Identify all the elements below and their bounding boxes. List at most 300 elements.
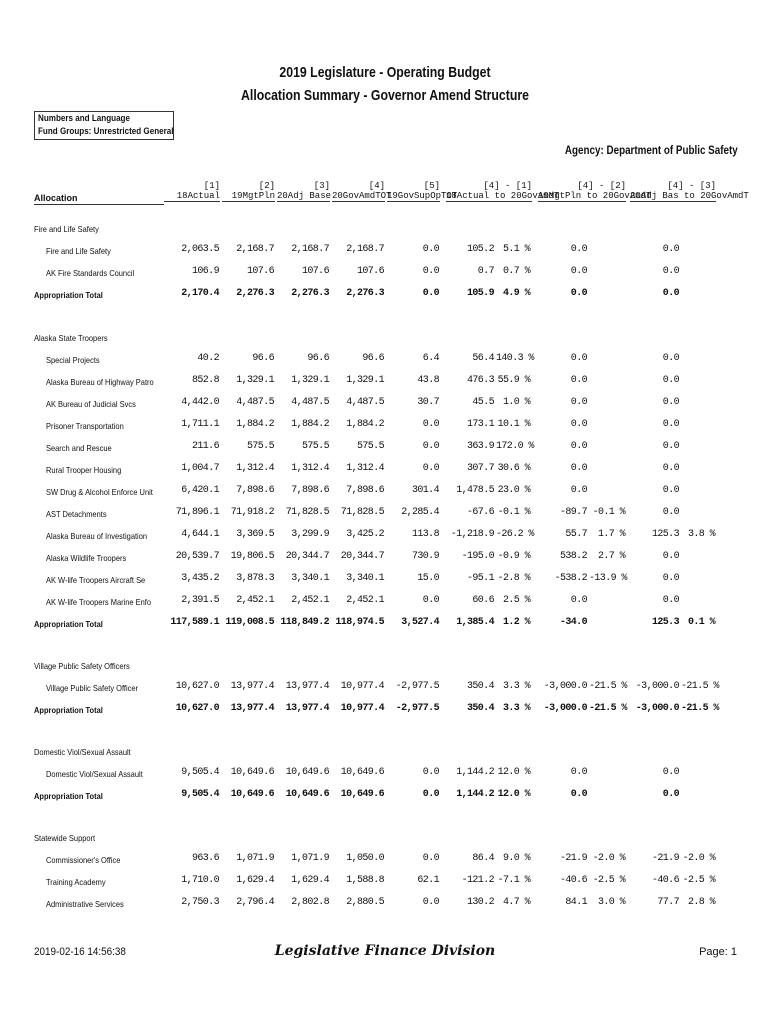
row-value-col4: 1,588.8 — [346, 875, 384, 886]
row-value-col10: 77.7 — [657, 897, 679, 908]
row-value-col6: 476.3 — [466, 375, 494, 386]
section-label: Fire and Life Safety — [34, 224, 99, 234]
row-value-col3: 1,629.4 — [291, 875, 329, 886]
row-value-col3: 2,452.1 — [291, 595, 329, 606]
row-value-col7: 55.9 % — [497, 375, 530, 386]
table-row — [0, 353, 770, 367]
diff3-name: 20Adj Bas to 20GovAmdT — [630, 191, 749, 201]
row-value-col8: 0.0 — [570, 288, 587, 299]
row-value-col5: 0.0 — [422, 463, 439, 474]
row-value-col4: 2,452.1 — [346, 595, 384, 606]
row-value-col8: 0.0 — [570, 767, 587, 778]
row-value-col7: 0.7 % — [502, 266, 530, 277]
row-value-col8: -21.9 — [559, 853, 587, 864]
row-value-col4: 10,649.6 — [340, 767, 384, 778]
row-value-col2: 3,878.3 — [236, 573, 274, 584]
row-value-col6: 105.2 — [466, 244, 494, 255]
row-label: Village Public Safety Officer — [46, 683, 139, 693]
row-value-col1: 4,644.1 — [181, 529, 219, 540]
row-value-col8: -3,000.0 — [543, 703, 587, 714]
row-label: Administrative Services — [46, 899, 124, 909]
row-value-col4: 10,977.4 — [340, 681, 384, 692]
row-value-col3: 2,802.8 — [291, 897, 329, 908]
row-value-col3: 1,312.4 — [291, 463, 329, 474]
row-value-col4: 1,884.2 — [346, 419, 384, 430]
table-row — [0, 507, 770, 521]
row-value-col10: 0.0 — [662, 288, 679, 299]
row-value-col1: 2,170.4 — [181, 288, 219, 299]
row-value-col5: 0.0 — [422, 266, 439, 277]
row-value-col6: 1,385.4 — [456, 617, 494, 628]
row-value-col11: 2.8 % — [687, 897, 715, 908]
row-value-col1: 963.6 — [191, 853, 219, 864]
row-value-col11: -21.5 % — [681, 703, 719, 714]
row-value-col4: 96.6 — [362, 353, 384, 364]
row-label: Training Academy — [46, 877, 106, 887]
row-label: Fire and Life Safety — [46, 246, 111, 256]
row-value-col2: 2,796.4 — [236, 897, 274, 908]
row-value-col10: 0.0 — [662, 789, 679, 800]
row-value-col2: 107.6 — [246, 266, 274, 277]
row-value-col4: 10,977.4 — [340, 703, 384, 714]
row-value-col10: 125.3 — [651, 617, 679, 628]
row-value-col3: 10,649.6 — [285, 789, 329, 800]
section-header-row — [0, 831, 770, 845]
table-row — [0, 441, 770, 455]
row-value-col2: 2,276.3 — [236, 288, 274, 299]
row-value-col11: -2.0 % — [682, 853, 715, 864]
row-value-col6: 0.7 — [477, 266, 494, 277]
row-value-col7: -2.8 % — [497, 573, 530, 584]
row-value-col7: 140.3 % — [496, 353, 534, 364]
row-value-col9: -13.9 % — [589, 573, 627, 584]
row-value-col4: 4,487.5 — [346, 397, 384, 408]
row-value-col3: 1,329.1 — [291, 375, 329, 386]
row-value-col10: -21.9 — [651, 853, 679, 864]
row-value-col8: 0.0 — [570, 375, 587, 386]
report-title-line1: 2019 Legislature - Operating Budget — [279, 64, 491, 81]
appropriation-total-row — [0, 789, 770, 803]
row-value-col9: 2.7 % — [597, 551, 625, 562]
col1-number: [1] — [203, 181, 220, 191]
row-value-col1: 2,063.5 — [181, 244, 219, 255]
row-value-col7: 9.0 % — [502, 853, 530, 864]
row-value-col7: -0.1 % — [497, 507, 530, 518]
diff2-name: 19MgtPln to 20GovAmdT — [538, 191, 652, 201]
table-row — [0, 463, 770, 477]
row-label: Special Projects — [46, 355, 100, 365]
row-value-col1: 10,627.0 — [175, 703, 219, 714]
row-value-col5: 730.9 — [411, 551, 439, 562]
table-row — [0, 595, 770, 609]
col3-number: [3] — [313, 181, 330, 191]
row-value-col10: 0.0 — [662, 485, 679, 496]
row-value-col5: 0.0 — [422, 244, 439, 255]
row-value-col3: 13,977.4 — [285, 681, 329, 692]
row-value-col9: -0.1 % — [592, 507, 625, 518]
section-header-row — [0, 222, 770, 236]
row-value-col2: 1,329.1 — [236, 375, 274, 386]
row-value-col11: 0.1 % — [687, 617, 715, 628]
row-value-col4: 1,329.1 — [346, 375, 384, 386]
row-value-col10: 125.3 — [651, 529, 679, 540]
row-label: Appropriation Total — [34, 619, 103, 629]
row-value-col7: 12.0 % — [497, 767, 530, 778]
row-label: Prisoner Transportation — [46, 421, 124, 431]
col2-name: 19MgtPln — [222, 191, 275, 202]
row-value-col1: 106.9 — [191, 266, 219, 277]
row-value-col2: 2,452.1 — [236, 595, 274, 606]
row-value-col10: -3,000.0 — [635, 703, 679, 714]
row-value-col7: -7.1 % — [497, 875, 530, 886]
fund-box-line2: Fund Groups: Unrestricted General — [38, 126, 174, 137]
row-value-col10: 0.0 — [662, 507, 679, 518]
row-value-col8: 0.0 — [570, 463, 587, 474]
row-value-col7: -26.2 % — [496, 529, 534, 540]
row-value-col7: 4.9 % — [502, 288, 530, 299]
col2-number: [2] — [258, 181, 275, 191]
row-value-col1: 71,896.1 — [175, 507, 219, 518]
row-label: AK Bureau of Judicial Svcs — [46, 399, 136, 409]
row-value-col3: 71,828.5 — [285, 507, 329, 518]
row-value-col5: 0.0 — [422, 897, 439, 908]
diff3-header — [630, 181, 749, 202]
row-value-col7: -0.9 % — [497, 551, 530, 562]
row-value-col6: 1,478.5 — [456, 485, 494, 496]
row-value-col5: 2,285.4 — [401, 507, 439, 518]
row-value-col2: 3,369.5 — [236, 529, 274, 540]
fund-box-line1: Numbers and Language — [38, 113, 130, 124]
row-value-col4: 118,974.5 — [335, 617, 384, 628]
col3-name: 20Adj Base — [277, 191, 332, 201]
row-label: AK W-life Troopers Marine Enfo — [46, 597, 152, 607]
row-label: SW Drug & Alcohol Enforce Unit — [46, 487, 153, 497]
table-row — [0, 485, 770, 499]
row-value-col3: 10,649.6 — [285, 767, 329, 778]
row-value-col6: 363.9 — [466, 441, 494, 452]
row-value-col10: 0.0 — [662, 353, 679, 364]
row-value-col7: 5.1 % — [502, 244, 530, 255]
row-value-col5: -2,977.5 — [395, 681, 439, 692]
row-value-col3: 118,849.2 — [280, 617, 329, 628]
row-value-col8: 0.0 — [570, 353, 587, 364]
table-row — [0, 244, 770, 258]
table-row — [0, 529, 770, 543]
table-row — [0, 551, 770, 565]
row-value-col2: 71,918.2 — [230, 507, 274, 518]
row-value-col2: 119,008.5 — [225, 617, 274, 628]
row-value-col7: 30.6 % — [497, 463, 530, 474]
col3-header — [277, 181, 330, 202]
appropriation-total-row — [0, 288, 770, 302]
table-row — [0, 375, 770, 389]
section-header-row — [0, 659, 770, 673]
row-value-col5: 15.0 — [417, 573, 439, 584]
row-value-col6: 350.4 — [466, 681, 494, 692]
footer-timestamp: 2019-02-16 14:56:38 — [34, 946, 126, 958]
row-value-col7: 23.0 % — [497, 485, 530, 496]
row-value-col4: 2,276.3 — [346, 288, 384, 299]
row-value-col2: 10,649.6 — [230, 767, 274, 778]
row-value-col4: 3,425.2 — [346, 529, 384, 540]
row-value-col5: 0.0 — [422, 853, 439, 864]
row-value-col2: 1,071.9 — [236, 853, 274, 864]
footer-division: Legislative Finance Division — [274, 943, 496, 959]
row-value-col5: 0.0 — [422, 789, 439, 800]
row-value-col10: 0.0 — [662, 419, 679, 430]
row-value-col11: 3.8 % — [687, 529, 715, 540]
row-value-col8: 0.0 — [570, 397, 587, 408]
row-value-col10: 0.0 — [662, 595, 679, 606]
row-value-col10: 0.0 — [662, 463, 679, 474]
row-value-col3: 3,340.1 — [291, 573, 329, 584]
row-value-col6: -195.0 — [461, 551, 494, 562]
row-value-col5: 62.1 — [417, 875, 439, 886]
row-value-col7: 4.7 % — [502, 897, 530, 908]
row-value-col10: 0.0 — [662, 397, 679, 408]
section-label: Village Public Safety Officers — [34, 661, 130, 671]
table-row — [0, 875, 770, 889]
row-value-col8: 0.0 — [570, 441, 587, 452]
row-value-col9: -2.5 % — [592, 875, 625, 886]
row-value-col4: 575.5 — [356, 441, 384, 452]
table-row — [0, 419, 770, 433]
row-value-col1: 4,442.0 — [181, 397, 219, 408]
row-value-col1: 9,505.4 — [181, 789, 219, 800]
row-value-col7: 172.0 % — [496, 441, 534, 452]
row-label: AK Fire Standards Council — [46, 268, 135, 278]
row-value-col6: 45.5 — [472, 397, 494, 408]
row-value-col9: 3.0 % — [597, 897, 625, 908]
row-value-col2: 19,806.5 — [230, 551, 274, 562]
diff2-number: [4] - [2] — [577, 181, 626, 191]
row-label: Appropriation Total — [34, 791, 103, 801]
row-value-col7: 1.0 % — [502, 397, 530, 408]
table-row — [0, 853, 770, 867]
row-value-col4: 107.6 — [356, 266, 384, 277]
row-value-col4: 3,340.1 — [346, 573, 384, 584]
row-value-col9: 1.7 % — [597, 529, 625, 540]
row-value-col8: 0.0 — [570, 266, 587, 277]
col4-header — [332, 181, 392, 202]
row-value-col8: -538.2 — [554, 573, 587, 584]
col1-name: 18Actual — [164, 191, 220, 202]
row-value-col5: 0.0 — [422, 441, 439, 452]
section-label: Alaska State Troopers — [34, 333, 108, 343]
row-label: Search and Rescue — [46, 443, 112, 453]
row-value-col6: 1,144.2 — [456, 789, 494, 800]
row-value-col10: 0.0 — [662, 375, 679, 386]
row-label: AST Detachments — [46, 509, 107, 519]
row-value-col9: -21.5 % — [589, 703, 627, 714]
row-value-col1: 3,435.2 — [181, 573, 219, 584]
row-value-col6: -95.1 — [466, 573, 494, 584]
row-value-col5: 30.7 — [417, 397, 439, 408]
row-value-col10: 0.0 — [662, 573, 679, 584]
row-value-col10: 0.0 — [662, 244, 679, 255]
col2-header — [222, 181, 275, 202]
row-value-col2: 1,629.4 — [236, 875, 274, 886]
row-value-col10: 0.0 — [662, 551, 679, 562]
row-value-col3: 1,071.9 — [291, 853, 329, 864]
row-value-col3: 575.5 — [301, 441, 329, 452]
row-value-col10: 0.0 — [662, 441, 679, 452]
diff1-header — [446, 181, 560, 202]
row-value-col5: 43.8 — [417, 375, 439, 386]
row-value-col5: 3,527.4 — [401, 617, 439, 628]
row-value-col10: 0.0 — [662, 266, 679, 277]
col5-header — [387, 181, 458, 202]
row-value-col4: 2,880.5 — [346, 897, 384, 908]
row-value-col1: 852.8 — [191, 375, 219, 386]
row-value-col6: 86.4 — [472, 853, 494, 864]
diff3-number: [4] - [3] — [667, 181, 716, 191]
row-value-col3: 13,977.4 — [285, 703, 329, 714]
table-row — [0, 681, 770, 695]
section-header-row — [0, 331, 770, 345]
row-value-col7: 3.3 % — [502, 681, 530, 692]
row-value-col1: 40.2 — [197, 353, 219, 364]
row-value-col4: 10,649.6 — [340, 789, 384, 800]
row-value-col3: 96.6 — [307, 353, 329, 364]
fund-group-box — [34, 111, 174, 140]
row-value-col3: 7,898.6 — [291, 485, 329, 496]
row-value-col8: -40.6 — [559, 875, 587, 886]
table-row — [0, 573, 770, 587]
row-value-col8: 0.0 — [570, 244, 587, 255]
row-value-col1: 2,750.3 — [181, 897, 219, 908]
row-value-col3: 3,299.9 — [291, 529, 329, 540]
row-value-col6: -67.6 — [466, 507, 494, 518]
row-value-col6: 307.7 — [466, 463, 494, 474]
row-value-col3: 4,487.5 — [291, 397, 329, 408]
diff1-name: 18Actual to 20GovAmdT — [446, 191, 560, 201]
table-row — [0, 897, 770, 911]
row-value-col3: 1,884.2 — [291, 419, 329, 430]
row-value-col10: -40.6 — [651, 875, 679, 886]
allocation-column-header: Allocation — [34, 193, 164, 205]
row-value-col4: 71,828.5 — [340, 507, 384, 518]
row-value-col8: -89.7 — [559, 507, 587, 518]
row-value-col1: 20,539.7 — [175, 551, 219, 562]
row-label: Alaska Bureau of Investigation — [46, 531, 148, 541]
row-value-col8: -34.0 — [559, 617, 587, 628]
row-value-col2: 1,312.4 — [236, 463, 274, 474]
section-label: Statewide Support — [34, 833, 96, 843]
row-label: Alaska Wildlife Troopers — [46, 553, 127, 563]
row-value-col4: 2,168.7 — [346, 244, 384, 255]
row-value-col2: 1,884.2 — [236, 419, 274, 430]
row-value-col5: 0.0 — [422, 595, 439, 606]
col1-header — [164, 181, 220, 202]
row-value-col1: 9,505.4 — [181, 767, 219, 778]
row-value-col11: -2.5 % — [682, 875, 715, 886]
row-value-col3: 2,168.7 — [291, 244, 329, 255]
row-value-col2: 575.5 — [246, 441, 274, 452]
row-value-col2: 7,898.6 — [236, 485, 274, 496]
row-value-col1: 2,391.5 — [181, 595, 219, 606]
row-value-col4: 7,898.6 — [346, 485, 384, 496]
row-value-col10: 0.0 — [662, 767, 679, 778]
row-label: Alaska Bureau of Highway Patro — [46, 377, 154, 387]
row-value-col8: 0.0 — [570, 419, 587, 430]
row-value-col2: 2,168.7 — [236, 244, 274, 255]
row-value-col1: 211.6 — [191, 441, 219, 452]
agency-label: Agency: Department of Public Safety — [565, 143, 738, 157]
appropriation-total-row — [0, 703, 770, 717]
col5-name: 19GovSupOpTOT — [387, 191, 458, 201]
row-value-col11: -21.5 % — [681, 681, 719, 692]
row-value-col6: -1,218.9 — [450, 529, 494, 540]
row-value-col6: 105.9 — [466, 288, 494, 299]
row-label: Rural Trooper Housing — [46, 465, 122, 475]
footer-page-number: Page: 1 — [699, 946, 737, 958]
appropriation-total-row — [0, 617, 770, 631]
row-value-col8: 84.1 — [565, 897, 587, 908]
row-value-col8: 0.0 — [570, 595, 587, 606]
row-value-col2: 10,649.6 — [230, 789, 274, 800]
row-value-col2: 96.6 — [252, 353, 274, 364]
row-value-col7: 1.2 % — [502, 617, 530, 628]
row-value-col6: 173.1 — [466, 419, 494, 430]
row-value-col10: -3,000.0 — [635, 681, 679, 692]
diff1-number: [4] - [1] — [483, 181, 532, 191]
row-value-col3: 107.6 — [301, 266, 329, 277]
table-row — [0, 266, 770, 280]
row-value-col1: 10,627.0 — [175, 681, 219, 692]
row-value-col5: 113.8 — [411, 529, 439, 540]
row-value-col5: 6.4 — [422, 353, 439, 364]
row-value-col9: -2.0 % — [592, 853, 625, 864]
row-value-col6: 130.2 — [466, 897, 494, 908]
row-value-col4: 1,050.0 — [346, 853, 384, 864]
col4-name: 20GovAmdTOT — [332, 191, 392, 201]
row-value-col6: -121.2 — [461, 875, 494, 886]
row-value-col4: 1,312.4 — [346, 463, 384, 474]
row-value-col3: 20,344.7 — [285, 551, 329, 562]
row-value-col8: 0.0 — [570, 485, 587, 496]
row-value-col1: 1,710.0 — [181, 875, 219, 886]
table-row — [0, 767, 770, 781]
row-label: Appropriation Total — [34, 290, 103, 300]
row-value-col6: 60.6 — [472, 595, 494, 606]
row-value-col8: 55.7 — [565, 529, 587, 540]
row-value-col5: 0.0 — [422, 767, 439, 778]
row-value-col4: 20,344.7 — [340, 551, 384, 562]
row-value-col1: 117,589.1 — [170, 617, 219, 628]
row-value-col2: 13,977.4 — [230, 703, 274, 714]
section-label: Domestic Viol/Sexual Assault — [34, 747, 131, 757]
row-value-col6: 350.4 — [466, 703, 494, 714]
row-label: AK W-life Troopers Aircraft Se — [46, 575, 146, 585]
row-value-col5: 301.4 — [411, 485, 439, 496]
table-row — [0, 397, 770, 411]
row-label: Appropriation Total — [34, 705, 103, 715]
section-header-row — [0, 745, 770, 759]
row-value-col8: 538.2 — [559, 551, 587, 562]
row-value-col7: 12.0 % — [497, 789, 530, 800]
row-value-col2: 4,487.5 — [236, 397, 274, 408]
diff2-header — [538, 181, 652, 202]
row-value-col5: -2,977.5 — [395, 703, 439, 714]
row-value-col6: 1,144.2 — [456, 767, 494, 778]
row-value-col8: -3,000.0 — [543, 681, 587, 692]
row-value-col1: 1,004.7 — [181, 463, 219, 474]
col4-number: [4] — [368, 181, 385, 191]
row-value-col2: 13,977.4 — [230, 681, 274, 692]
report-title-line2: Allocation Summary - Governor Amend Structure — [241, 87, 529, 104]
row-value-col5: 0.0 — [422, 419, 439, 430]
